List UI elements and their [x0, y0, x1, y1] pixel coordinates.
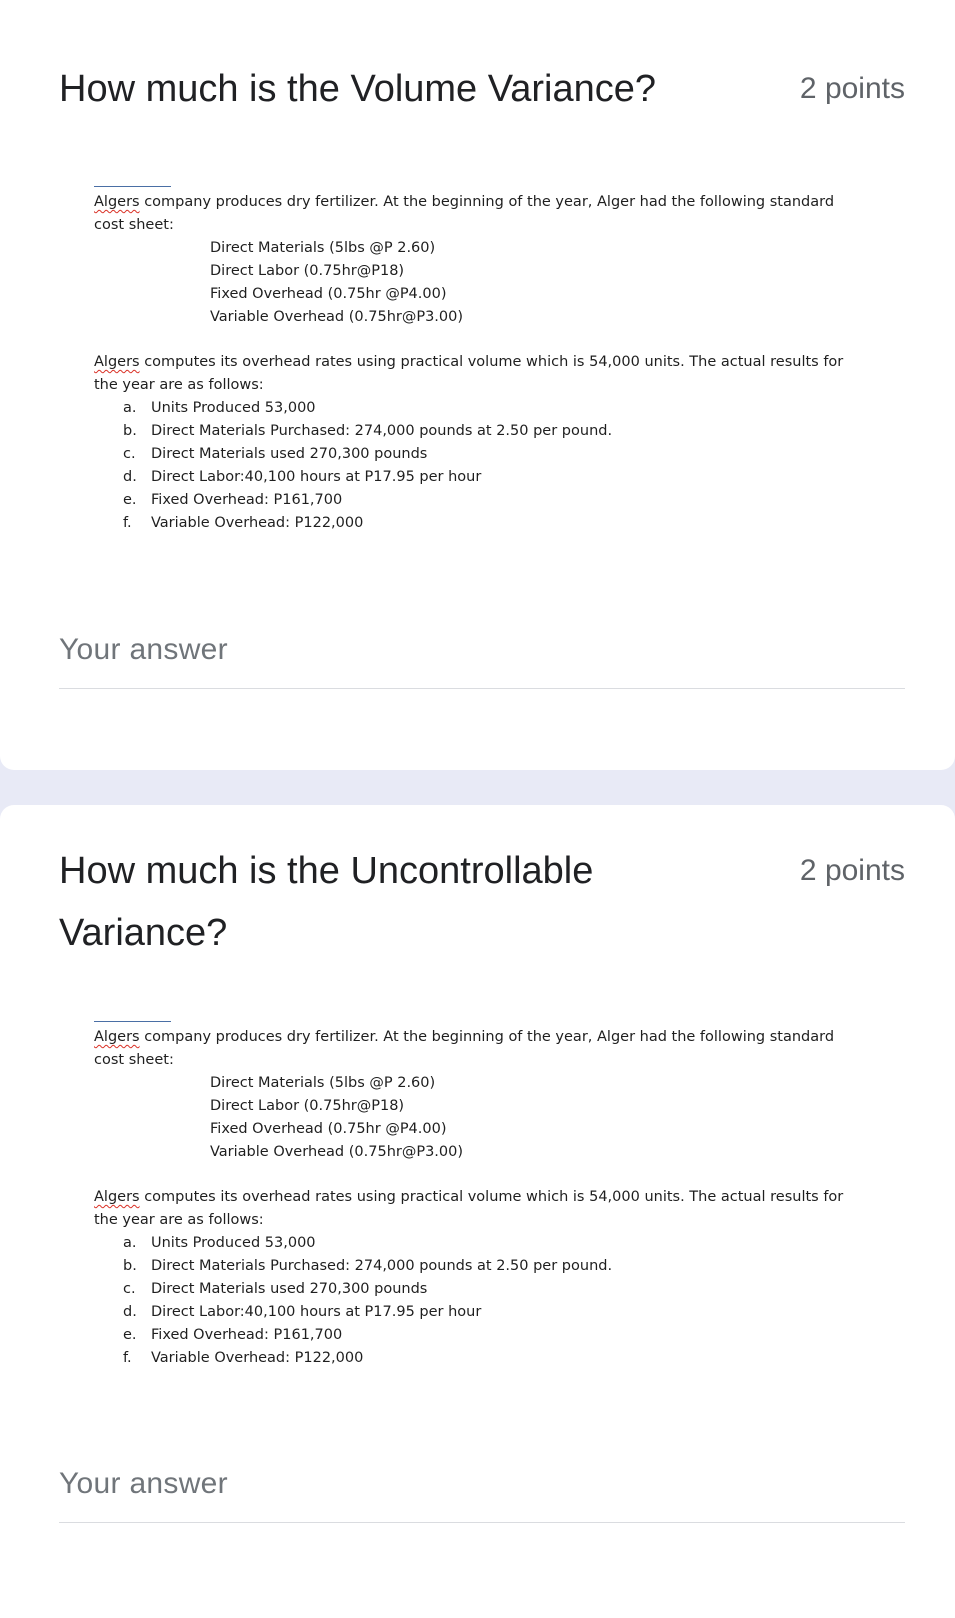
- result-item: [94, 1301, 854, 1324]
- standard-cost-item: Direct Labor (0.75hr@P18): [210, 1098, 405, 1114]
- standard-cost-item: Variable Overhead (0.75hr@P3.00): [210, 309, 464, 325]
- misspelled-word: Algers: [94, 1029, 140, 1045]
- result-text: Direct Materials used 270,300 pounds: [151, 446, 428, 462]
- result-item: [94, 1255, 854, 1278]
- result-text: Units Produced 53,000: [151, 1235, 316, 1251]
- misspelled-word: Algers: [94, 194, 140, 210]
- standard-cost-item: Direct Materials (5lbs @P 2.60): [210, 240, 436, 256]
- result-marker: f.: [123, 1350, 132, 1366]
- standard-cost-item: Direct Materials (5lbs @P 2.60): [210, 1075, 436, 1091]
- result-item: [94, 1278, 854, 1301]
- problem-image: [94, 1021, 854, 1370]
- result-item: [94, 466, 854, 489]
- result-text: Variable Overhead: P122,000: [151, 1350, 364, 1366]
- standard-cost-list: [94, 1072, 854, 1164]
- result-item: [94, 443, 854, 466]
- result-text: Units Produced 53,000: [151, 400, 316, 416]
- question-title: How much is the Volume Variance?: [59, 68, 657, 110]
- problem-image: [94, 186, 854, 535]
- result-text: Fixed Overhead: P161,700: [151, 1327, 343, 1343]
- result-text: Fixed Overhead: P161,700: [151, 492, 343, 508]
- problem-intro: [94, 1026, 854, 1072]
- problem-intro-text: company produces dry fertilizer. At the beginning of the year, Alger had the following standard cost sheet:: [94, 194, 835, 233]
- result-text: Direct Materials Purchased: 274,000 pounds at 2.50 per pound.: [151, 423, 613, 439]
- result-text: Direct Materials Purchased: 274,000 pounds at 2.50 per pound.: [151, 1258, 613, 1274]
- standard-cost-list: [94, 237, 854, 329]
- answer-input[interactable]: Your answer: [59, 1462, 905, 1523]
- result-marker: e.: [123, 1327, 137, 1343]
- standard-cost-item: Fixed Overhead (0.75hr @P4.00): [210, 1121, 447, 1137]
- result-marker: a.: [123, 1235, 137, 1251]
- result-item: [94, 397, 854, 420]
- problem-results-intro-text: computes its overhead rates using practical volume which is 54,000 units. The actual results for the year are as follows:: [94, 354, 844, 393]
- question-card-volume-variance: [0, 0, 955, 770]
- result-item: [94, 1232, 854, 1255]
- question-title: How much is the Uncontrollable Variance?: [59, 850, 594, 954]
- result-marker: e.: [123, 492, 137, 508]
- result-item: [94, 489, 854, 512]
- problem-results-intro: [94, 351, 854, 397]
- actual-results-list: [94, 1232, 854, 1370]
- standard-cost-item: Variable Overhead (0.75hr@P3.00): [210, 1144, 464, 1160]
- result-marker: b.: [123, 423, 137, 439]
- result-marker: c.: [123, 446, 136, 462]
- standard-cost-item: Direct Labor (0.75hr@P18): [210, 263, 405, 279]
- result-marker: f.: [123, 515, 132, 531]
- result-text: Variable Overhead: P122,000: [151, 515, 364, 531]
- result-text: Direct Labor:40,100 hours at P17.95 per hour: [151, 469, 482, 485]
- standard-cost-item: Fixed Overhead (0.75hr @P4.00): [210, 286, 447, 302]
- divider: [94, 186, 171, 187]
- result-marker: d.: [123, 469, 137, 485]
- misspelled-word: Algers: [94, 1189, 140, 1205]
- question-points: 2 points: [799, 854, 905, 887]
- result-text: Direct Materials used 270,300 pounds: [151, 1281, 428, 1297]
- question-card-uncontrollable-variance: [0, 805, 955, 1618]
- question-points: 2 points: [799, 72, 905, 105]
- divider: [94, 1021, 171, 1022]
- result-item: [94, 1324, 854, 1347]
- result-text: Direct Labor:40,100 hours at P17.95 per hour: [151, 1304, 482, 1320]
- result-item: [94, 512, 854, 535]
- result-marker: d.: [123, 1304, 137, 1320]
- result-item: [94, 420, 854, 443]
- problem-intro: [94, 191, 854, 237]
- result-marker: a.: [123, 400, 137, 416]
- result-marker: c.: [123, 1281, 136, 1297]
- problem-results-intro-text: computes its overhead rates using practical volume which is 54,000 units. The actual results for the year are as follows:: [94, 1189, 844, 1228]
- result-item: [94, 1347, 854, 1370]
- misspelled-word: Algers: [94, 354, 140, 370]
- problem-intro-text: company produces dry fertilizer. At the beginning of the year, Alger had the following standard cost sheet:: [94, 1029, 835, 1068]
- result-marker: b.: [123, 1258, 137, 1274]
- actual-results-list: [94, 397, 854, 535]
- answer-input[interactable]: Your answer: [59, 628, 905, 689]
- problem-results-intro: [94, 1186, 854, 1232]
